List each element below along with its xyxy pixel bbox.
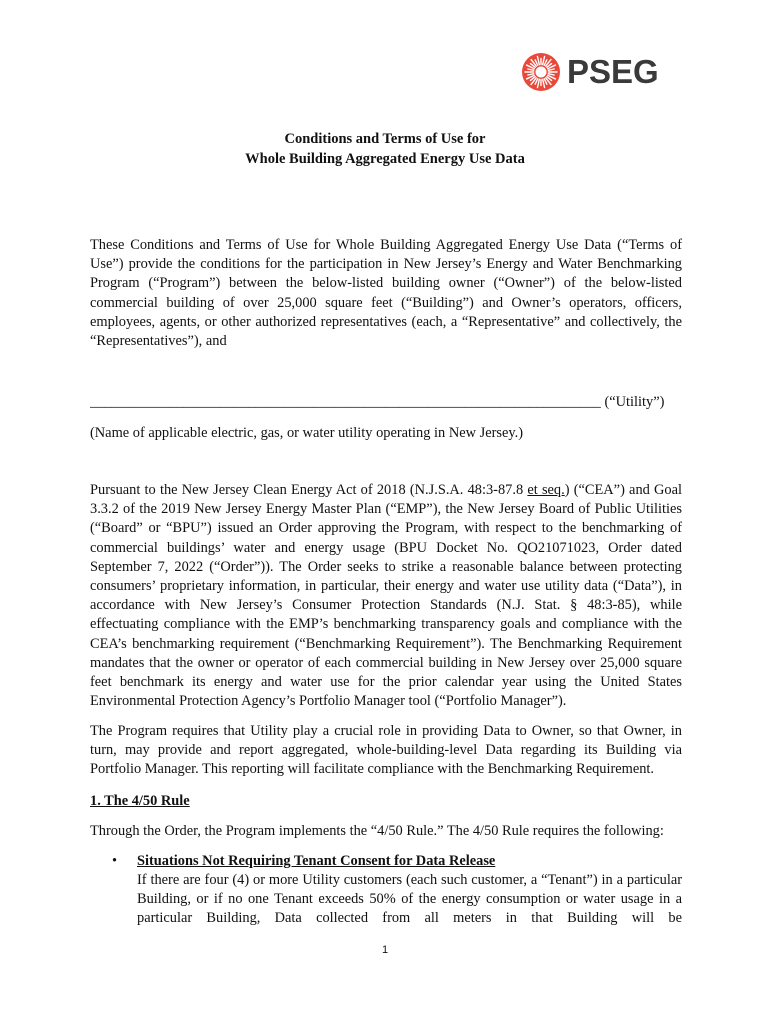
pursuant-text-1: Pursuant to the New Jersey Clean Energy Act of 2018 (N.J.S.A. 48:3-87.8 — [90, 482, 528, 498]
pseg-logo — [521, 52, 659, 92]
title-line-1: Conditions and Terms of Use for — [284, 131, 486, 147]
utility-caption: (Name of applicable electric, gas, or water utility operating in New Jersey.) — [90, 425, 524, 441]
bullet-marker: • — [112, 853, 118, 869]
logo-wordmark: PSEG — [567, 53, 659, 90]
page-number: 1 — [381, 944, 389, 956]
bullet-body: If there are four (4) or more Utility customers (each such customer, a “Tenant”) in a particular Building, or if no one Tenant exceeds 50% of the energy consumption or water usage in a particular Building, Data collected from all meters in that Building will be — [137, 872, 682, 927]
section-1-intro: Through the Order, the Program implements the “4/50 Rule.” The 4/50 Rule requires the following: — [90, 823, 664, 839]
document-title — [90, 129, 680, 169]
section-1-heading: 1. The 4/50 Rule — [90, 793, 190, 809]
intro-paragraph: These Conditions and Terms of Use for Whole Building Aggregated Energy Use Data (“Terms of Use”) provide the conditions for the participation in New Jersey’s Energy and Water Benchmarking Program (“Program”) between the below-listed building owner (“Owner”) of the below-listed commercial building of over 25,000 square feet (“Building”) and Owner’s operators, officers, employees, agents, or other authorized representatives (each, a “Representative” and collectively, the “Representatives”), and — [90, 237, 682, 350]
program-paragraph: The Program requires that Utility play a crucial role in providing Data to Owner, so that Owner, in turn, may provide and report aggregated, whole-building-level Data regarding its Building via Portfolio Manager. This reporting will facilitate compliance with the Benchmarking Requirement. — [90, 723, 682, 778]
sunburst-icon — [521, 52, 561, 92]
bullet-title: Situations Not Requiring Tenant Consent for Data Release — [137, 853, 496, 869]
utility-name-blank: _______________________________________________________________________ — [90, 394, 601, 410]
pursuant-text-2: ) (“CEA”) and Goal 3.3.2 of the 2019 New Jersey Energy Master Plan (“EMP”), the New Jersey Board of Public Utilities (“Board” or “BPU”) issued an Order approving the Program, with respect to the benchmarking of commercial buildings’ water and energy usage (BPU Docket No. QO21071023, Order dated September 7, 2022 (“Order”)). The Order seeks to strike a reasonable balance between protecting consumers’ proprietary information, in particular, their energy and water use utility data (“Data”), in accordance with New Jersey’s Consumer Protection Standards (N.J. Stat. § 48:3-85), while effectuating compliance with the EMP’s benchmarking transparency goals and compliance with the CEA’s benchmarking requirement (“Benchmarking Requirement”). The Benchmarking Requirement mandates that the owner or operator of each commercial building in New Jersey over 25,000 square feet benchmark its energy and water use for the prior calendar year using the United States Environmental Protection Agency’s Portfolio Manager tool (“Portfolio Manager”). — [90, 482, 683, 710]
pursuant-paragraph — [90, 481, 682, 711]
et-seq: et seq. — [527, 482, 565, 498]
utility-name-line — [90, 393, 682, 412]
utility-label: (“Utility”) — [600, 394, 665, 410]
title-line-2: Whole Building Aggregated Energy Use Data — [245, 151, 525, 167]
